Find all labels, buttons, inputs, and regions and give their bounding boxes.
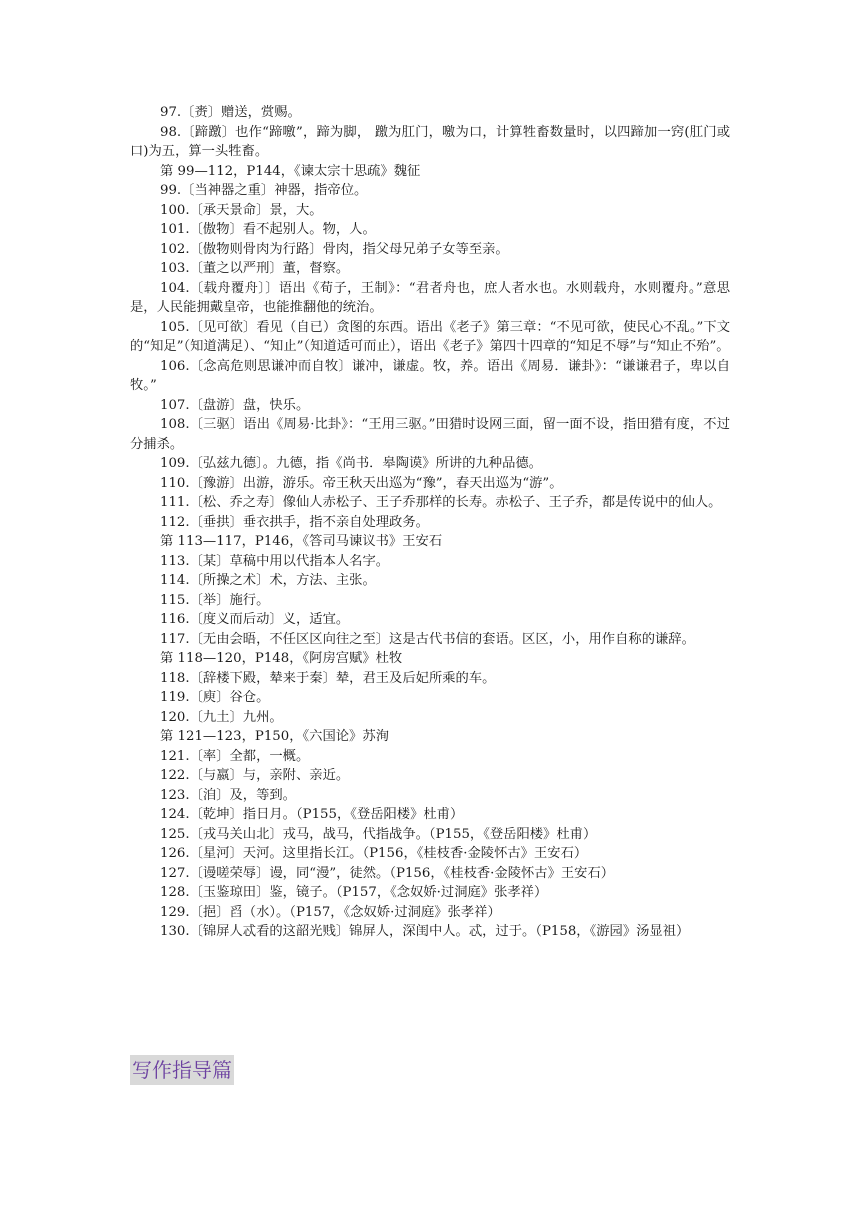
source-heading-line: 第 121—123，P150，《六国论》苏洵	[160, 729, 389, 744]
source-heading-line: 第 99—112，P144，《谏太宗十思疏》魏征	[160, 163, 421, 179]
annotation-line: 113.〔某〕草稿中用以代指本人名字。	[160, 553, 390, 569]
annotation-line: 102.〔傲物则骨肉为行路〕骨肉，指父母兄弟子女等至亲。	[160, 241, 509, 257]
annotation-line: 126.〔星河〕天河。这里指长江。（P156，《桂枝香·金陵怀古》王安石）	[160, 846, 588, 861]
annotation-line: 108.〔三驱〕语出《周易·比卦》：“王用三驱。”田猎时设网三面，留一面不设，指田猎有度，不过分捕杀。	[130, 417, 730, 452]
annotation-line: 117.〔无由会晤，不任区区向往之至〕这是古代书信的套语。区区，小，用作自称的谦辞。	[160, 631, 695, 647]
section-heading: 写作指导篇	[130, 1055, 234, 1085]
annotation-line: 120.〔九土〕九州。	[160, 709, 283, 725]
source-heading-line: 第 118—120，P148，《阿房宫赋》杜牧	[160, 651, 403, 666]
annotation-line: 119.〔庾〕谷仓。	[160, 690, 270, 705]
annotation-line: 123.〔洎〕及，等到。	[160, 787, 296, 803]
annotation-line: 100.〔承天景命〕景，大。	[160, 202, 323, 218]
annotation-line: 118.〔辞楼下殿，辇来于秦〕辇，君王及后妃所乘的车。	[160, 670, 496, 686]
annotation-line: 98.〔蹄躈〕也作“蹄噭”，蹄为脚， 躈为肛门，噭为口，计算牲畜数量时，以四蹄加一窍(肛门或口)为五，算一头牲畜。	[130, 124, 730, 159]
annotation-line: 106.〔念高危则思谦冲而自牧〕谦冲，谦虚。牧，养。语出《周易．谦卦》：“谦谦君子，卑以自牧。”	[130, 358, 730, 393]
annotation-line: 99.〔当神器之重〕神器，指帝位。	[160, 183, 368, 198]
annotation-line: 128.〔玉鉴琼田〕鉴，镜子。（P157，《念奴娇·过洞庭》张孝祥）	[160, 885, 548, 900]
annotation-line: 127.〔谩嗟荣辱〕谩，同“漫”，徒然。（P156，《桂枝香·金陵怀古》王安石）	[160, 865, 615, 881]
annotation-line: 111.〔松、乔之寿〕像仙人赤松子、王子乔那样的长寿。赤松子、王子乔，都是传说中的仙人。	[160, 495, 722, 510]
annotation-line: 112.〔垂拱〕垂衣拱手，指不亲自处理政务。	[160, 514, 429, 530]
annotation-line: 105.〔见可欲〕看见（自已）贪图的东西。语出《老子》第三章：“不见可欲，使民心不乱。”下文的“知足”（知道满足）、“知止”（知道适可而止），语出《老子》第四十四章的“知足不辱”与“知止不殆”。	[130, 319, 730, 354]
annotation-line: 104.〔载舟覆舟〕〕语出《荀子，王制》：“君者舟也，庶人者水也。水则载舟，水则覆舟。”意思是，人民能拥戴皇帝，也能推翻他的统治。	[130, 280, 730, 315]
annotation-line: 129.〔挹〕舀（水）。（P157，《念奴娇·过洞庭》张孝祥）	[160, 904, 501, 920]
annotation-line: 114.〔所操之术〕术，方法、主张。	[160, 573, 376, 588]
annotation-line: 116.〔度义而后动〕义，适宜。	[160, 612, 350, 627]
annotation-line: 107.〔盘游〕盘，快乐。	[160, 397, 310, 413]
annotation-line: 110.〔豫游〕出游，游乐。帝王秋天出巡为“豫”，春天出巡为“游”。	[160, 475, 563, 491]
annotation-line: 130.〔锦屏人忒看的这韶光贱〕锦屏人，深闺中人。忒，过于。（P158，《游园》汤显祖）	[160, 924, 690, 939]
annotation-line: 103.〔董之以严刑〕董，督察。	[160, 261, 350, 276]
annotation-line: 101.〔傲物〕看不起别人。物，人。	[160, 222, 376, 237]
annotation-line: 97.〔赉〕赠送，赏赐。	[160, 105, 301, 120]
annotation-line: 125.〔戎马关山北〕戎马，战马，代指战争。（P155，《登岳阳楼》杜甫）	[160, 826, 597, 842]
annotation-line: 121.〔率〕全都，一概。	[160, 748, 310, 764]
annotation-line: 109.〔弘兹九德〕。九德，指《尚书．皋陶谟》所讲的九种品德。	[160, 456, 542, 471]
source-heading-line: 第 113—117，P146，《答司马谏议书》王安石	[160, 534, 443, 549]
annotation-list	[130, 103, 730, 942]
annotation-line: 122.〔与嬴〕与，亲附、亲近。	[160, 768, 350, 783]
annotation-line: 115.〔举〕施行。	[160, 592, 270, 608]
annotation-line: 124.〔乾坤〕指日月。（P155，《登岳阳楼》杜甫）	[160, 807, 464, 822]
